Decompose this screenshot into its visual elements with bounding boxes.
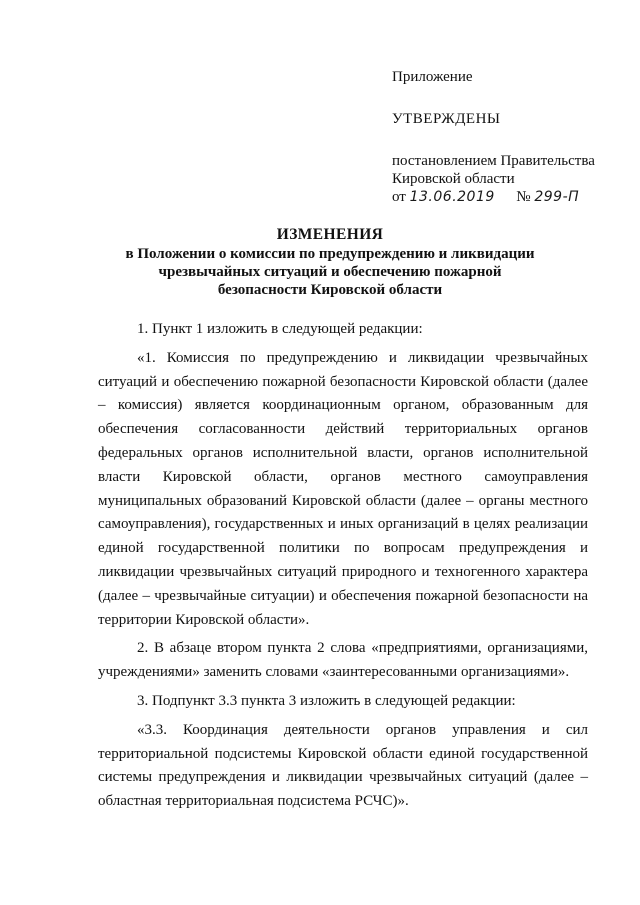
approved-label: УТВЕРЖДЕНЫ bbox=[392, 111, 501, 127]
heading-line-2: чрезвычайных ситуаций и обеспечению пожарной bbox=[158, 264, 502, 280]
paragraph-item-3-text: «3.3. Координация деятельности органов управления и сил территориальной подсистемы Кировской области единой государственной системы предупреждения и ликвидации чрезвычайных ситуаций (далее – областная территориальная подсистема РСЧС)». bbox=[98, 721, 588, 810]
document-heading bbox=[100, 226, 560, 299]
heading-title: ИЗМЕНЕНИЯ bbox=[276, 226, 384, 243]
decree-line-2: Кировской области bbox=[392, 171, 515, 187]
paragraph-item-2: 2. В абзаце втором пункта 2 слова «предприятиями, организациями, учреждениями» заменить словами «заинтересованными организациями». bbox=[98, 640, 588, 681]
decree-date-number bbox=[392, 188, 622, 206]
paragraph-item-1: 1. Пункт 1 изложить в следующей редакции: bbox=[137, 321, 423, 337]
heading-line-3: безопасности Кировской области bbox=[217, 282, 443, 298]
approval-block bbox=[392, 68, 622, 206]
date-prefix: от bbox=[392, 189, 406, 205]
handwritten-number: 299-П bbox=[534, 189, 580, 205]
number-prefix: № bbox=[516, 189, 531, 205]
decree-line-1: постановлением Правительства bbox=[392, 153, 595, 169]
paragraph-item-3: 3. Подпункт 3.3 пункта 3 изложить в следующей редакции: bbox=[137, 692, 516, 709]
document-body bbox=[98, 318, 588, 814]
decree-reference bbox=[392, 152, 622, 206]
appendix-label: Приложение bbox=[392, 69, 473, 85]
handwritten-date: 13.06.2019 bbox=[409, 189, 495, 205]
heading-line-1: в Положении о комиссии по предупреждению и ликвидации bbox=[125, 246, 535, 262]
paragraph-item-1-text: «1. Комиссия по предупреждению и ликвидации чрезвычайных ситуаций и обеспечению пожарной безопасности Кировской области (далее – комиссия) является координационным органом, образованным для обеспечения согласованности действий территориальных органов федеральных органов исполнительной власти, органов исполнительной власти Кировской области, органов местного самоуправления муниципальных образований Кировской области (далее – органы местного самоуправления), государственных и иных организаций в целях реализации единой государственной политики по вопросам предупреждения и ликвидации чрезвычайных ситуаций природного и техногенного характера (далее – чрезвычайные ситуации) и обеспечения пожарной безопасности на территории Кировской области». bbox=[98, 349, 588, 628]
